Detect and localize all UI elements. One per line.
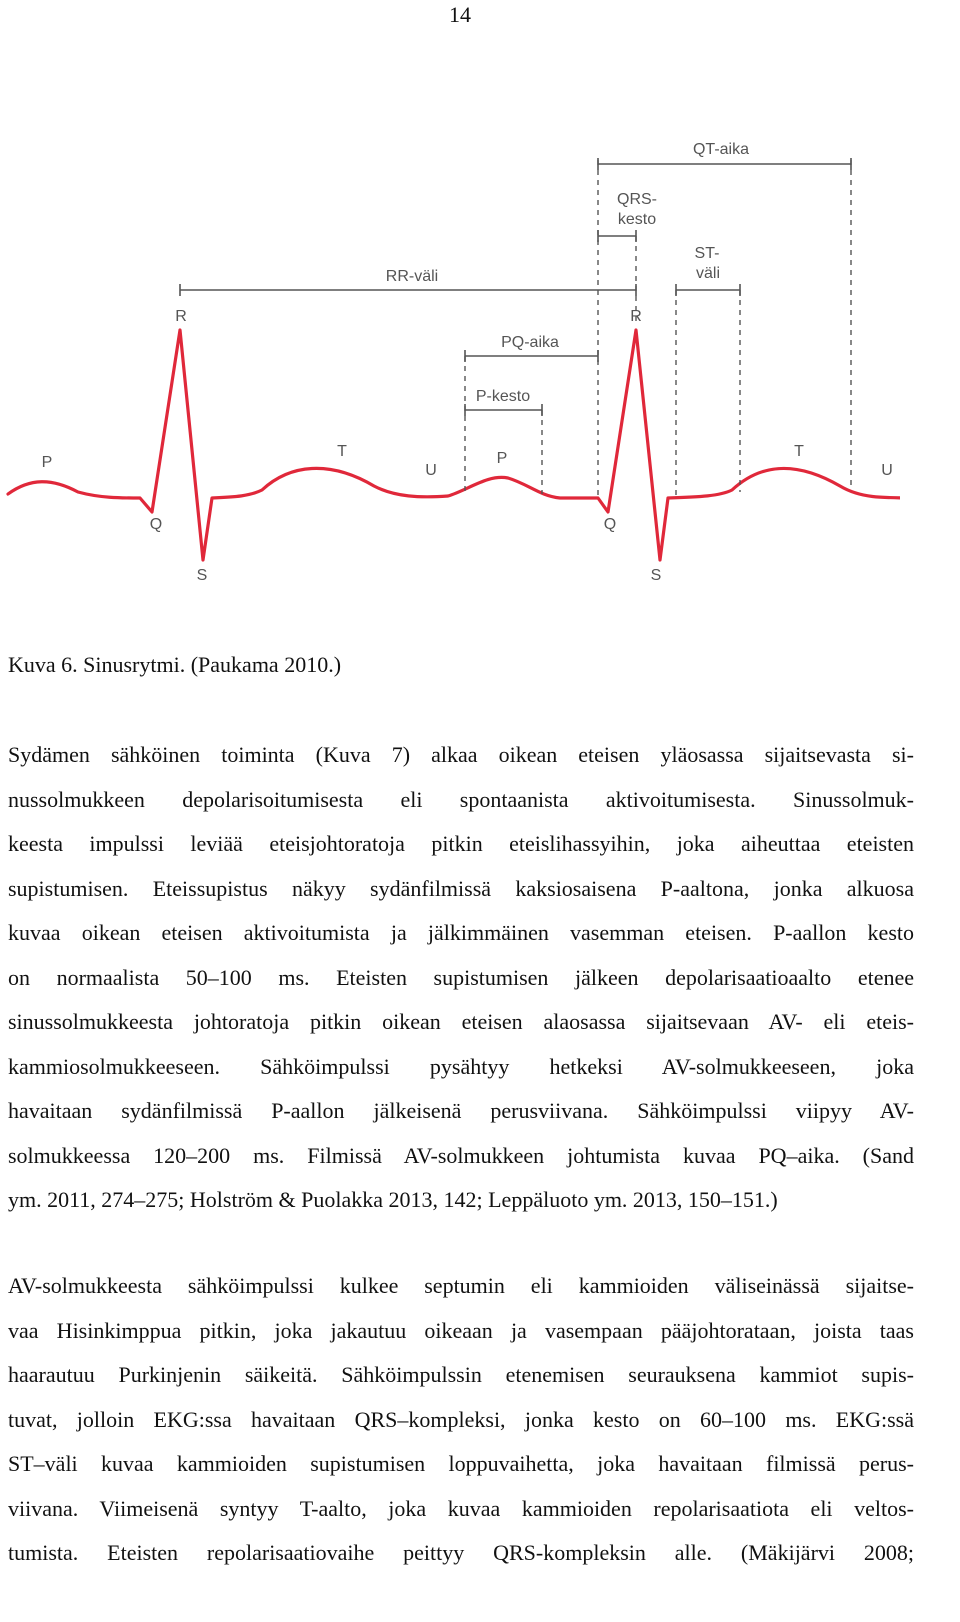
label-qt-aika: QT-aika (692, 141, 750, 158)
guide-lines (465, 160, 851, 498)
ecg-figure (0, 120, 900, 620)
text-line: ym. 2011, 274–275; Holström & Puolakka 2013, 142; Leppäluoto ym. 2013, 150–151.) (8, 1187, 778, 1212)
label-p-1: P (41, 454, 53, 471)
text-line: vaa Hisinkimppua pitkin, joka jakautuu oikeaan ja vasempaan pääjohtorataan, joista taas (8, 1317, 914, 1343)
label-pq-aika: PQ-aika (501, 334, 559, 351)
label-q-1: Q (149, 516, 163, 533)
text-line: solmukkeessa 120–200 ms. Filmissä AV-solmukkeen johtumista kuvaa PQ–aika. (Sand (8, 1142, 914, 1168)
label-s-2: S (650, 567, 662, 584)
text-line: sinussolmukkeesta johtoratoja pitkin oikean eteisen alaosassa sijaitsevaan AV- eli eteis- (8, 1009, 914, 1034)
label-qrs-kesto-2: kesto (617, 211, 657, 228)
label-p-kesto: P-kesto (475, 388, 531, 405)
figure-caption: Kuva 6. Sinusrytmi. (Paukama 2010.) (8, 652, 342, 677)
label-t-2: T (794, 443, 804, 460)
paragraph-1 (8, 733, 914, 1223)
text-line: supistumisen. Eteissupistus näkyy sydänfilmissä kaksiosaisena P-aaltona, jonka alkuosa (8, 875, 914, 901)
label-u-1: U (425, 462, 437, 479)
ecg-trace (8, 330, 900, 560)
label-qrs-kesto-1: QRS- (617, 191, 657, 208)
text-line: tuvat, jolloin EKG:ssa havaitaan QRS–kompleksi, jonka kesto on 60–100 ms. EKG:ssä (8, 1406, 914, 1432)
label-u-2: U (881, 462, 893, 479)
interval-brackets (180, 158, 851, 416)
text-line: viivana. Viimeisenä syntyy T-aalto, joka kuvaa kammioiden repolarisaatiota eli veltos- (8, 1495, 914, 1521)
text-line: havaitaan sydänfilmissä P-aallon jälkeisenä perusviivana. Sähköimpulssi viipyy AV- (8, 1098, 914, 1123)
text-line: keesta impulssi leviää eteisjohtoratoja pitkin eteislihassyihin, joka aiheuttaa eteisten (8, 831, 914, 856)
label-r-1: R (175, 308, 187, 325)
text-line: on normaalista 50–100 ms. Eteisten supistumisen jälkeen depolarisaatioaalto etenee (8, 964, 914, 990)
ecg-diagram (0, 120, 900, 620)
text-line: kammiosolmukkeeseen. Sähköimpulssi pysähtyy hetkeksi AV-solmukkeeseen, joka (8, 1053, 914, 1079)
label-q-2: Q (603, 516, 617, 533)
text-line: nussolmukkeen depolarisoitumisesta eli spontaanista aktivoitumisesta. Sinussolmuk- (8, 786, 914, 812)
paragraph-2 (8, 1264, 914, 1576)
label-st-vali-1: ST- (694, 245, 720, 262)
text-line: ST–väli kuvaa kammioiden supistumisen loppuvaihetta, joka havaitaan filmissä perus- (8, 1451, 914, 1476)
label-rr-vali: RR-väli (385, 268, 439, 285)
text-line: haarautuu Purkinjenin säikeitä. Sähköimpulssin etenemisen seurauksena kammiot supis- (8, 1362, 914, 1387)
label-st-vali-2: väli (695, 265, 721, 282)
label-s-1: S (196, 567, 208, 584)
label-p-2: P (496, 450, 508, 467)
text-line: Sydämen sähköinen toiminta (Kuva 7) alkaa oikean eteisen yläosassa sijaitsevasta si- (8, 742, 914, 767)
label-t-1: T (337, 443, 347, 460)
text-line: tumista. Eteisten repolarisaatiovaihe peittyy QRS-kompleksin alle. (Mäkijärvi 2008; (8, 1540, 914, 1565)
label-r-2: R (630, 308, 642, 325)
text-line: kuvaa oikean eteisen aktivoitumista ja jälkimmäinen vasemman eteisen. P-aallon kesto (8, 920, 914, 945)
text-line: AV-solmukkeesta sähköimpulssi kulkee septumin eli kammioiden väliseinässä sijaitse- (8, 1273, 914, 1298)
page-number: 14 (449, 2, 471, 27)
